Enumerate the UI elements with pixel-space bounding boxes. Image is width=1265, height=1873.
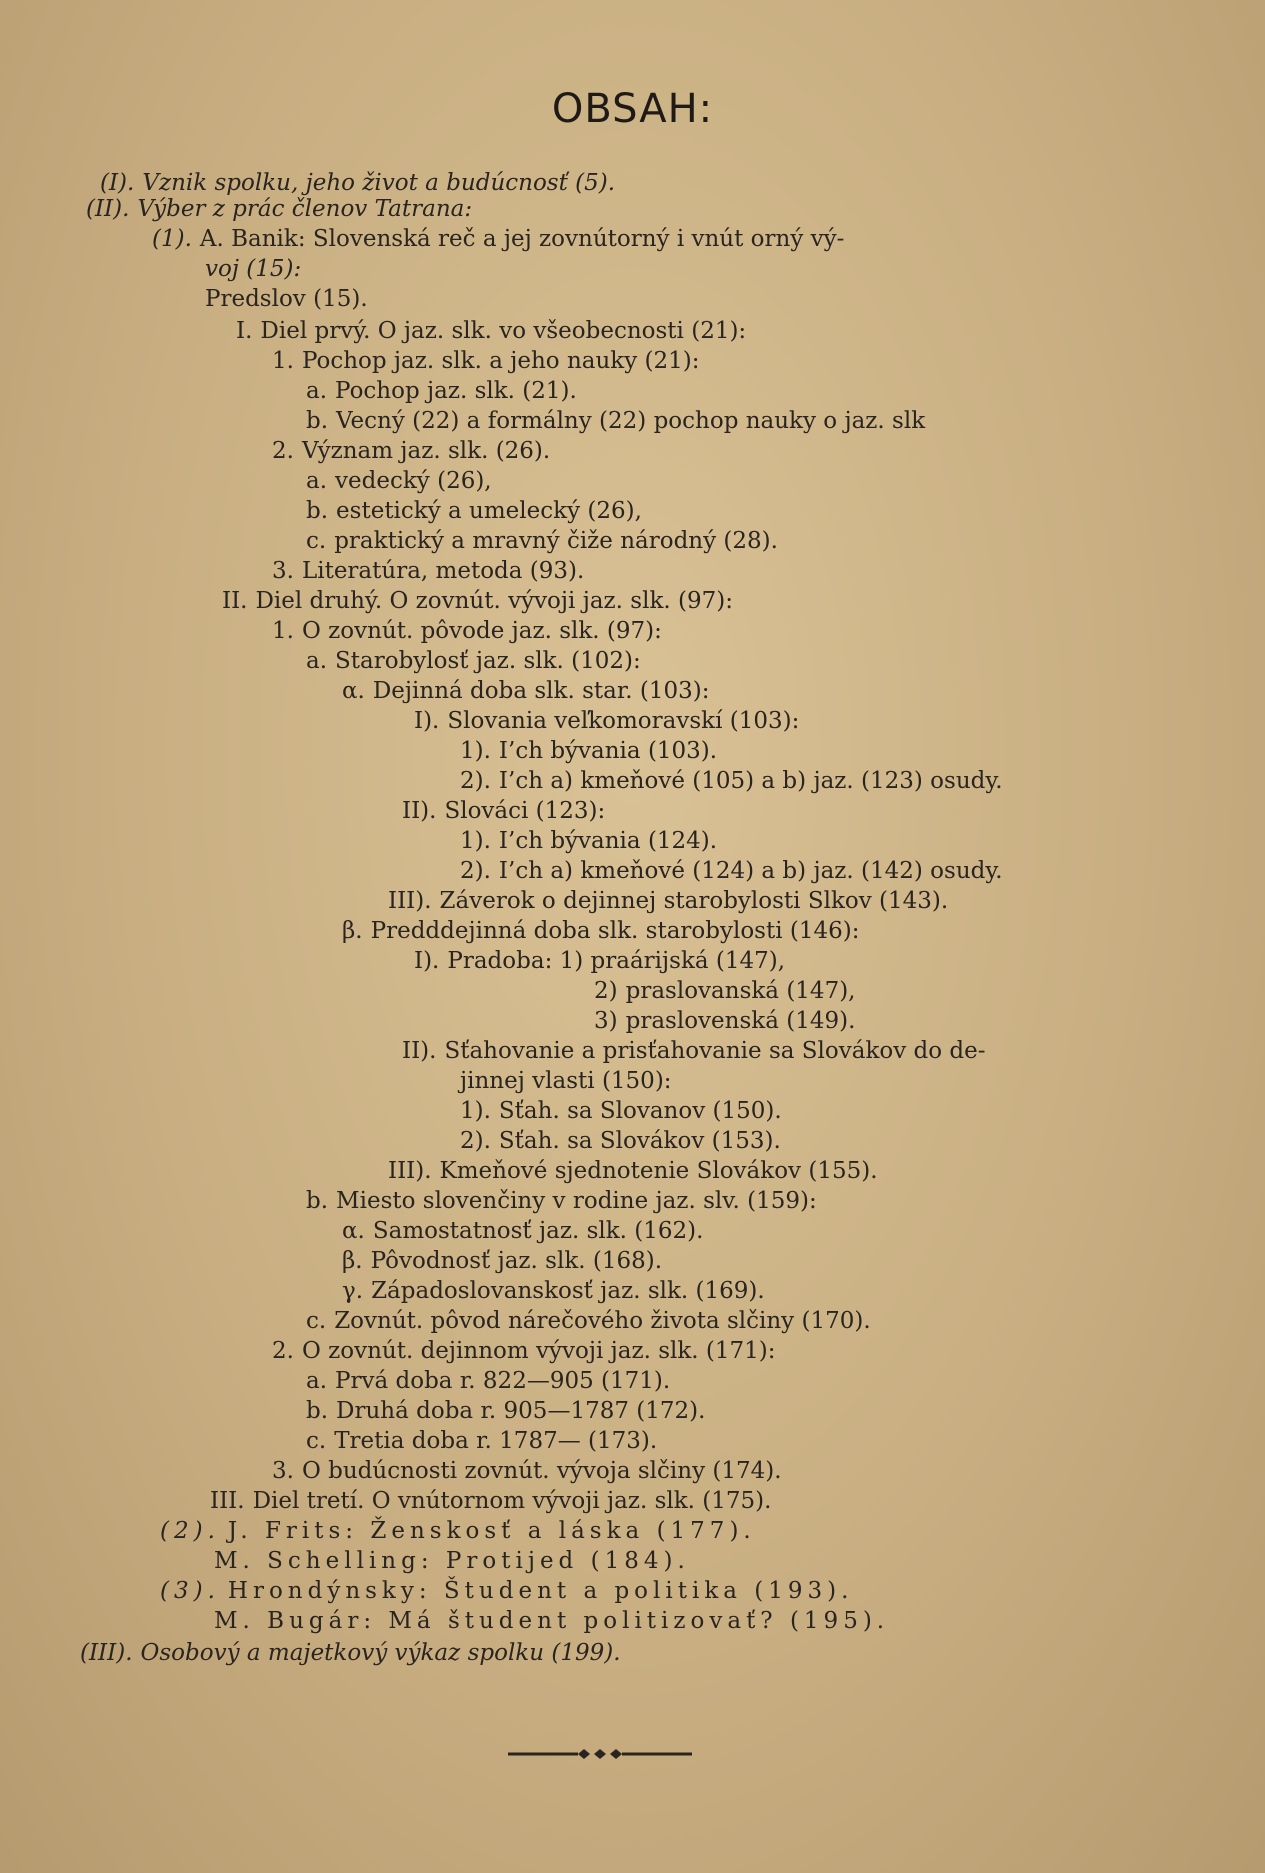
entry-text: J. Frits: Ženskosť a láska (177). xyxy=(227,1518,756,1544)
entry-mark: I. xyxy=(236,318,253,344)
toc-entry xyxy=(272,556,584,586)
toc-entry xyxy=(160,1576,853,1606)
page-title: OBSAH: xyxy=(551,86,714,132)
entry-mark: 2). xyxy=(460,1128,491,1154)
toc-entry xyxy=(272,436,550,466)
entry-mark: β. xyxy=(342,918,363,944)
entry-mark: b. xyxy=(306,1398,329,1424)
entry-mark: 3) xyxy=(594,1008,618,1034)
entry-mark: a. xyxy=(306,468,328,494)
entry-mark: 1). xyxy=(460,1098,491,1124)
entry-text: I’ch a) kmeňové (124) a b) jaz. (142) osudy. xyxy=(498,858,1003,884)
toc-entry xyxy=(402,796,605,826)
toc-entry xyxy=(205,284,368,314)
toc-entry xyxy=(342,1216,703,1246)
entry-text: Záverok o dejinnej starobylosti Slkov (143). xyxy=(439,888,949,914)
toc-entry xyxy=(460,1126,781,1156)
toc-entry xyxy=(306,1396,705,1426)
entry-text: Zovnút. pôvod nárečového života slčiny (170). xyxy=(334,1308,871,1334)
toc-entry xyxy=(388,1156,878,1186)
entry-mark: a. xyxy=(306,648,328,674)
toc-entry xyxy=(236,316,746,346)
toc-entry xyxy=(306,466,492,496)
toc-entry xyxy=(460,766,1003,796)
toc-entry xyxy=(272,346,700,376)
entry-text: praslovenská (149). xyxy=(625,1008,856,1034)
toc-entry xyxy=(306,1366,670,1396)
entry-mark: II). xyxy=(402,1038,437,1064)
toc-entry xyxy=(80,1638,621,1668)
entry-mark: (I). xyxy=(100,170,135,196)
end-ornament xyxy=(508,1748,692,1760)
toc-entry xyxy=(214,1546,690,1576)
toc-entry xyxy=(306,376,577,406)
entry-mark: I). xyxy=(414,708,440,734)
entry-text: A. Banik: Slovenská reč a jej zovnútorný i vnút orný vý- xyxy=(199,226,845,252)
entry-text: Vznik spolku, jeho život a budúcnosť (5). xyxy=(142,170,616,196)
entry-mark: γ. xyxy=(342,1278,364,1304)
entry-mark: 2). xyxy=(460,858,491,884)
entry-text: Sťah. sa Slovákov (153). xyxy=(498,1128,781,1154)
toc-entry xyxy=(306,496,642,526)
entry-text: I’ch bývania (124). xyxy=(498,828,718,854)
entry-text: Druhá doba r. 905—1787 (172). xyxy=(336,1398,706,1424)
entry-mark: 1). xyxy=(460,738,491,764)
toc-entry xyxy=(306,1426,657,1456)
toc-entry xyxy=(342,916,859,946)
toc-entry xyxy=(222,586,733,616)
entry-text: M. Schelling: Protijed (184). xyxy=(214,1548,690,1574)
entry-mark: β. xyxy=(342,1248,363,1274)
toc-entry xyxy=(272,1456,782,1486)
entry-text: estetický a umelecký (26), xyxy=(336,498,642,524)
entry-mark: c. xyxy=(306,528,327,554)
entry-text: Literatúra, metoda (93). xyxy=(301,558,585,584)
entry-mark: III). xyxy=(388,1158,432,1184)
entry-mark: III). xyxy=(388,888,432,914)
entry-text: O zovnút. pôvode jaz. slk. (97): xyxy=(301,618,662,644)
entry-mark: α. xyxy=(342,678,365,704)
entry-mark: a. xyxy=(306,1368,328,1394)
entry-text: Sťah. sa Slovanov (150). xyxy=(498,1098,782,1124)
entry-mark: II). xyxy=(402,798,437,824)
entry-text: Hrondýnsky: Študent a politika (193). xyxy=(227,1578,854,1604)
entry-text: Pochop jaz. slk. a jeho nauky (21): xyxy=(301,348,700,374)
toc-entry xyxy=(460,826,717,856)
toc-entry xyxy=(342,1246,662,1276)
entry-mark: 2. xyxy=(272,1338,294,1364)
toc-entry xyxy=(306,526,778,556)
toc-entry xyxy=(306,646,641,676)
entry-mark: α. xyxy=(342,1218,365,1244)
entry-text: praktický a mravný čiže národný (28). xyxy=(334,528,778,554)
entry-mark: (2). xyxy=(160,1518,220,1544)
entry-mark: III. xyxy=(210,1488,245,1514)
entry-mark: b. xyxy=(306,1188,329,1214)
entry-text: Slováci (123): xyxy=(444,798,606,824)
entry-text: Diel prvý. O jaz. slk. vo všeobecnosti (21): xyxy=(260,318,747,344)
entry-text: vedecký (26), xyxy=(335,468,492,494)
entry-text: Dejinná doba slk. star. (103): xyxy=(372,678,710,704)
toc-entry xyxy=(594,976,856,1006)
entry-mark: 2. xyxy=(272,438,294,464)
entry-text: Miesto slovenčiny v rodine jaz. slv. (159): xyxy=(336,1188,817,1214)
table-of-contents xyxy=(0,168,1265,1728)
entry-text: M. Bugár: Má študent politizovať? (195). xyxy=(214,1608,890,1634)
toc-entry xyxy=(414,706,799,736)
entry-mark: I). xyxy=(414,948,440,974)
toc-entry xyxy=(342,1276,765,1306)
toc-entry xyxy=(460,856,1003,886)
entry-text: I’ch bývania (103). xyxy=(498,738,718,764)
entry-mark: (II). xyxy=(86,196,130,222)
toc-entry xyxy=(306,1306,871,1336)
entry-mark: c. xyxy=(306,1428,327,1454)
entry-text: Sťahovanie a prisťahovanie sa Slovákov do de- xyxy=(444,1038,986,1064)
entry-text: Pradoba: 1) praárijská (147), xyxy=(447,948,786,974)
entry-text: voj (15): xyxy=(205,256,302,282)
toc-entry xyxy=(272,1336,776,1366)
toc-entry xyxy=(402,1036,986,1066)
entry-mark: (1). xyxy=(152,226,192,252)
toc-entry xyxy=(460,736,717,766)
entry-text: praslovanská (147), xyxy=(625,978,856,1004)
entry-mark: (III). xyxy=(80,1640,133,1666)
entry-text: Samostatnosť jaz. slk. (162). xyxy=(372,1218,704,1244)
toc-entry xyxy=(160,1516,756,1546)
entry-mark: 3. xyxy=(272,1458,294,1484)
entry-text: Kmeňové sjednotenie Slovákov (155). xyxy=(439,1158,878,1184)
entry-mark: c. xyxy=(306,1308,327,1334)
entry-text: Slovania veľkomoravskí (103): xyxy=(447,708,800,734)
entry-text: Predddejinná doba slk. starobylosti (146): xyxy=(370,918,860,944)
toc-entry xyxy=(86,194,472,224)
entry-text: Západoslovanskosť jaz. slk. (169). xyxy=(371,1278,765,1304)
entry-mark: 2). xyxy=(460,768,491,794)
entry-text: Vecný (22) a formálny (22) pochop nauky o jaz. slk xyxy=(336,408,926,434)
toc-entry xyxy=(460,1096,782,1126)
toc-entry xyxy=(214,1606,889,1636)
entry-mark: b. xyxy=(306,408,329,434)
toc-entry xyxy=(414,946,785,976)
toc-entry xyxy=(205,254,301,284)
entry-text: Diel druhý. O zovnút. vývoji jaz. slk. (97): xyxy=(255,588,733,614)
entry-mark: a. xyxy=(306,378,328,404)
entry-mark: 2) xyxy=(594,978,618,1004)
entry-text: O zovnút. dejinnom vývoji jaz. slk. (171): xyxy=(301,1338,776,1364)
toc-entry xyxy=(272,616,662,646)
entry-text: Prvá doba r. 822—905 (171). xyxy=(335,1368,671,1394)
entry-text: Tretia doba r. 1787— (173). xyxy=(334,1428,658,1454)
toc-entry xyxy=(152,224,844,254)
entry-text: Starobylosť jaz. slk. (102): xyxy=(335,648,641,674)
entry-mark: 1. xyxy=(272,348,294,374)
toc-entry xyxy=(594,1006,855,1036)
toc-entry xyxy=(388,886,948,916)
entry-mark: 1. xyxy=(272,618,294,644)
toc-entry xyxy=(306,1186,817,1216)
entry-text: Diel tretí. O vnútornom vývoji jaz. slk. (175). xyxy=(252,1488,772,1514)
entry-text: Význam jaz. slk. (26). xyxy=(301,438,551,464)
entry-mark: II. xyxy=(222,588,248,614)
toc-entry xyxy=(460,1066,672,1096)
entry-text: I’ch a) kmeňové (105) a b) jaz. (123) osudy. xyxy=(498,768,1003,794)
toc-entry xyxy=(210,1486,771,1516)
entry-mark: 1). xyxy=(460,828,491,854)
entry-text: Predslov (15). xyxy=(205,286,368,312)
entry-text: Pochop jaz. slk. (21). xyxy=(335,378,577,404)
entry-mark: 3. xyxy=(272,558,294,584)
entry-text: Pôvodnosť jaz. slk. (168). xyxy=(370,1248,663,1274)
entry-text: jinnej vlasti (150): xyxy=(460,1068,672,1094)
entry-text: Osobový a majetkový výkaz spolku (199). xyxy=(140,1640,621,1666)
entry-text: Výber z prác členov Tatrana: xyxy=(137,196,473,222)
entry-mark: (3). xyxy=(160,1578,220,1604)
entry-mark: b. xyxy=(306,498,329,524)
entry-text: O budúcnosti zovnút. vývoja slčiny (174). xyxy=(301,1458,782,1484)
toc-entry xyxy=(342,676,710,706)
toc-entry xyxy=(306,406,925,436)
